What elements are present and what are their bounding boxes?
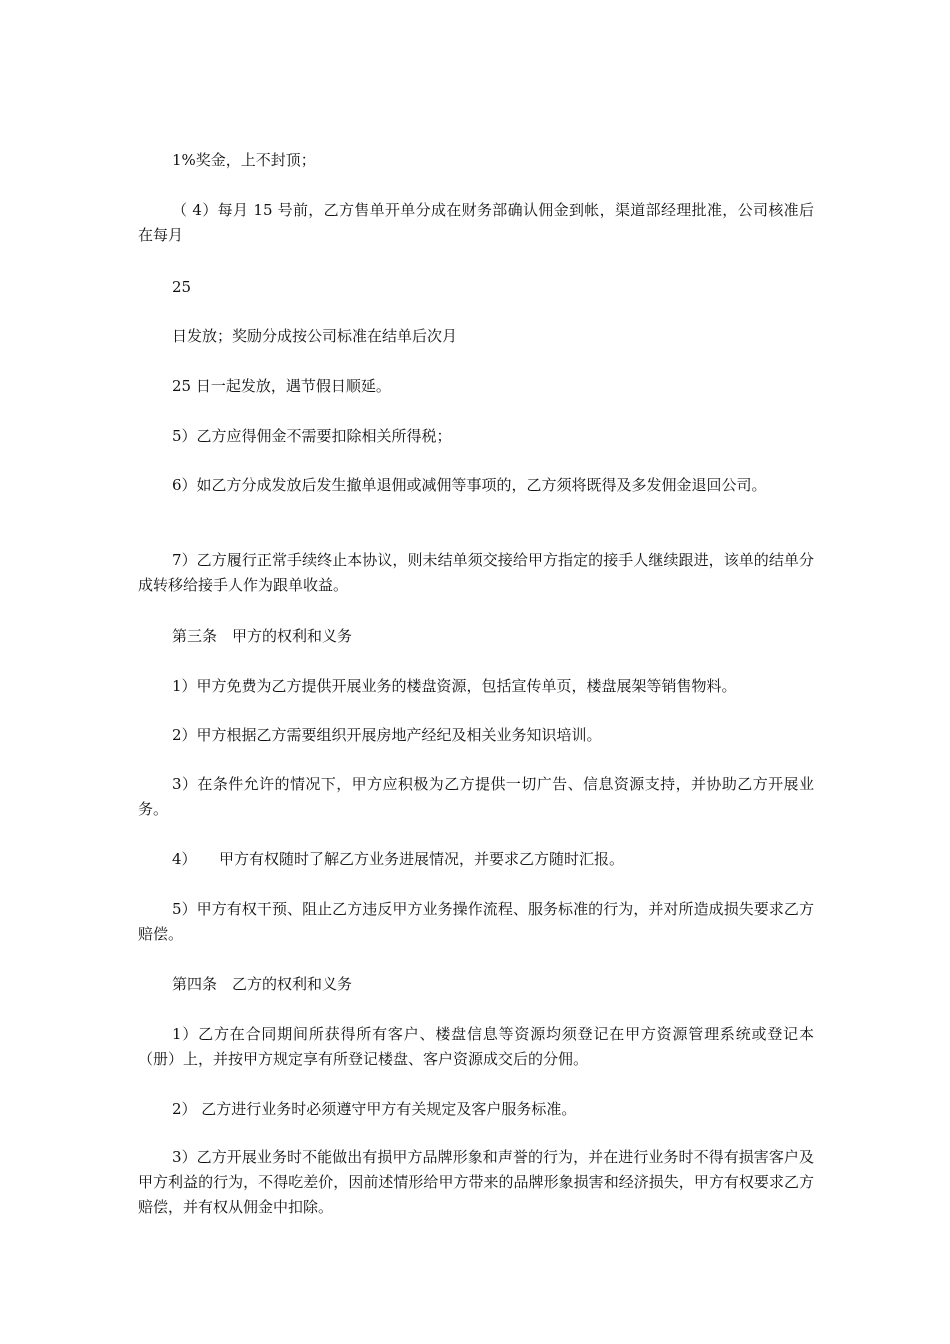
paragraph-item-7: 7）乙方履行正常手续终止本协议，则未结单须交接给甲方指定的接手人继续跟进，该单的结单分成转移给接手人作为跟单收益。 <box>138 551 814 594</box>
paragraph-holiday-deferral: 25 日一起发放，遇节假日顺延。 <box>172 377 391 395</box>
paragraph-item-6: 6）如乙方分成发放后发生撤单退佣或减佣等事项的，乙方须将既得及多发佣金退回公司。 <box>172 476 767 494</box>
paragraph-party-b-duty-2: 2） 乙方进行业务时必须遵守甲方有关规定及客户服务标准。 <box>172 1100 577 1118</box>
paragraph-payout-date: 日发放；奖励分成按公司标准在结单后次月 <box>172 327 458 345</box>
paragraph-party-a-duty-4: 4） 甲方有权随时了解乙方业务进展情况，并要求乙方随时汇报。 <box>172 850 625 868</box>
paragraph-party-a-duty-3: 3）在条件允许的情况下，甲方应积极为乙方提供一切广告、信息资源支持，并协助乙方开展业务。 <box>138 775 814 818</box>
section-heading-article-3: 第三条 甲方的权利和义务 <box>172 627 353 645</box>
paragraph-party-a-duty-5: 5）甲方有权干预、阻止乙方违反甲方业务操作流程、服务标准的行为，并对所造成损失要求乙方赔偿。 <box>138 900 814 943</box>
paragraph-party-a-duty-2: 2）甲方根据乙方需要组织开展房地产经纪及相关业务知识培训。 <box>172 726 602 744</box>
paragraph-party-b-duty-1: 1）乙方在合同期间所获得所有客户、楼盘信息等资源均须登记在甲方资源管理系统或登记本（册）上，并按甲方规定享有所登记楼盘、客户资源成交后的分佣。 <box>138 1025 814 1068</box>
paragraph-party-a-duty-1: 1）甲方免费为乙方提供开展业务的楼盘资源，包括宣传单页，楼盘展架等销售物料。 <box>172 677 737 695</box>
paragraph-item-4: （ 4）每月 15 号前，乙方售单开单分成在财务部确认佣金到帐，渠道部经理批准，公司核准后在每月 <box>138 201 814 244</box>
paragraph-bonus-cap: 1%奖金，上不封顶； <box>172 151 316 169</box>
paragraph-item-5: 5）乙方应得佣金不需要扣除相关所得税； <box>172 427 452 445</box>
section-heading-article-4: 第四条 乙方的权利和义务 <box>172 975 353 993</box>
paragraph-day-number: 25 <box>172 278 192 296</box>
paragraph-party-b-duty-3: 3）乙方开展业务时不能做出有损甲方品牌形象和声誉的行为，并在进行业务时不得有损害客户及甲方利益的行为，不得吃差价，因前述情形给甲方带来的品牌形象损害和经济损失，甲方有权要求乙方赔偿，并有权从佣金中扣除。 <box>138 1148 814 1216</box>
